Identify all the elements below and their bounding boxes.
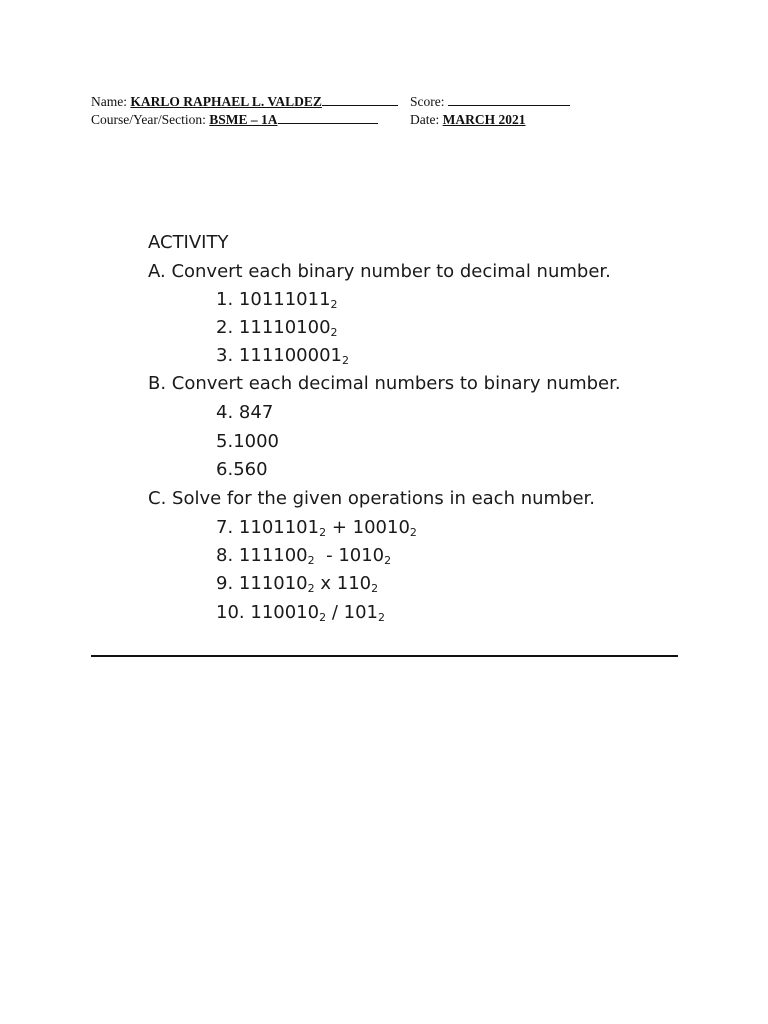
base-subscript: 2 [319,611,327,624]
course-label: Course/Year/Section: [91,112,206,127]
item-number: 1. [216,289,234,310]
section-c-heading: C. Solve for the given operations in each number. [148,488,596,509]
binary-value: 10111011 [238,289,331,310]
operator: / [331,602,338,623]
course-value: BSME – 1A [209,112,278,127]
name-value: KARLO RAPHAEL L. VALDEZ [130,94,322,109]
operand-a: 110010 [250,602,320,623]
list-item [216,402,273,423]
item-number: 7. [216,517,234,538]
operand-b: 110 [336,573,372,594]
operand-b: 101 [343,602,378,623]
name-underline [322,93,398,106]
list-item [216,545,391,567]
item-number: 4. [216,402,234,423]
item-number: 2. [216,317,234,338]
operand-a: 111100 [238,545,308,566]
operand-b: 10010 [352,517,410,538]
base-subscript: 2 [371,582,379,595]
list-item [216,602,385,624]
item-number: 9. [216,573,234,594]
item-number: 3. [216,345,234,366]
item-number: 6. [216,459,234,480]
horizontal-rule [91,655,678,657]
item-number: 10. [216,602,245,623]
base-subscript: 2 [330,298,338,311]
section-b-heading: B. Convert each decimal numbers to binary number. [148,373,621,394]
base-subscript: 2 [319,526,327,539]
operand-a: 1101101 [238,517,320,538]
list-item [216,517,417,539]
base-subscript: 2 [378,611,385,624]
decimal-value: 1000 [233,431,279,452]
list-item [216,431,279,452]
operand-b: 1010 [338,545,385,566]
list-item [216,289,338,311]
item-number: 8. [216,545,234,566]
binary-value: 111100001 [238,345,342,366]
score-label: Score: [410,94,445,109]
list-item [216,573,378,595]
item-number: 5. [216,431,234,452]
name-row [91,93,445,111]
student-info-header [91,93,526,129]
base-subscript: 2 [409,526,417,539]
base-subscript: 2 [342,354,349,367]
activity-title: ACTIVITY [148,232,229,253]
course-underline [278,111,378,124]
decimal-value: 847 [238,402,274,423]
list-item [216,317,338,339]
score-field [410,93,570,111]
base-subscript: 2 [330,326,338,339]
score-blank-line [448,93,570,106]
operand-a: 111010 [238,573,308,594]
date-field [410,111,526,129]
section-a-heading: A. Convert each binary number to decimal number. [148,261,611,282]
course-row [91,111,526,129]
operator: + [331,517,347,538]
binary-value: 11110100 [238,317,331,338]
list-item [216,345,349,367]
list-item [216,459,268,480]
base-subscript: 2 [307,582,315,595]
base-subscript: 2 [307,554,315,567]
operator: x [320,573,332,594]
base-subscript: 2 [384,554,392,567]
decimal-value: 560 [233,459,268,480]
operator: - [326,545,333,566]
date-value: MARCH 2021 [442,112,526,127]
name-label: Name: [91,94,127,109]
date-label: Date: [410,112,440,127]
